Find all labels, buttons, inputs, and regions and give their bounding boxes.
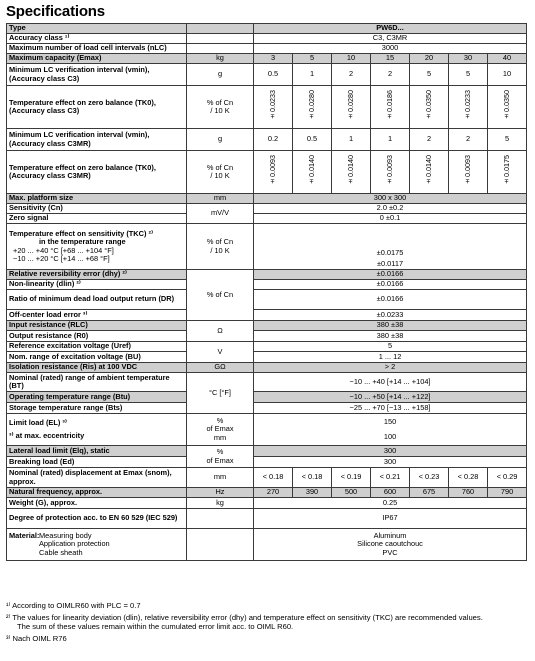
- capacity-value: 20: [410, 54, 449, 64]
- displacement-value: < 0.23: [410, 468, 449, 488]
- capacity-value: 15: [371, 54, 410, 64]
- row-value: [254, 224, 527, 270]
- row-value: 2.0 ±0.2: [254, 204, 527, 214]
- vmin-c3mr-row: [7, 129, 527, 151]
- tk0-value: ±0.0175: [501, 155, 511, 187]
- tk0-c3mr-row: [7, 151, 527, 194]
- row-value: ±0.0233: [254, 310, 527, 321]
- breaking-load-row: [7, 457, 527, 468]
- row-label: Minimum LC verification interval (vmin), (Accuracy class C3): [7, 64, 187, 86]
- max-capacity-row: [7, 54, 527, 64]
- vmin-value: 0.5: [293, 129, 332, 151]
- isolation-row: [7, 363, 527, 373]
- unit-line: % of Cn: [206, 97, 234, 107]
- row-label: Breaking load (Ed): [7, 457, 187, 468]
- material-value: Silicone caoutchouc: [357, 539, 423, 549]
- row-unit: mm: [187, 468, 254, 488]
- tk0-value: ±0.0350: [423, 90, 433, 122]
- row-label: Zero signal: [7, 214, 187, 224]
- row-unit: V: [187, 342, 254, 363]
- vmin-value: 2: [371, 64, 410, 86]
- footnote-2a: ²⁾ The values for linearity deviation (dlin), relative reversibility error (dhy) and temperature effect on sensitivity (TKC) are recommended values.: [6, 613, 483, 622]
- row-value: ±0.0166: [254, 280, 527, 290]
- accuracy-class-row: [7, 34, 527, 44]
- vmin-value: 10: [488, 64, 527, 86]
- row-unit: mm: [187, 194, 254, 204]
- row-unit: kg: [187, 54, 254, 64]
- row-label: [7, 414, 187, 446]
- frequency-value: 760: [449, 488, 488, 498]
- type-label: Type: [7, 24, 187, 34]
- row-value: ±0.0166: [254, 290, 527, 310]
- dead-load-row: [7, 290, 527, 310]
- vmin-value: 1: [293, 64, 332, 86]
- tkc-sub-label: in the temperature range: [39, 237, 126, 247]
- tkc-value: ±0.0175: [376, 248, 404, 258]
- row-label: Natural frequency, approx.: [7, 488, 187, 498]
- row-value: 3000: [254, 44, 527, 54]
- max-intervals-row: [7, 44, 527, 54]
- tkc-range: −10 ... +20 °C [+14 ... +68 °F]: [13, 253, 110, 263]
- nom-excitation-row: [7, 352, 527, 363]
- footnote-1: ¹⁾ According to OIMLR60 with PLC = 0.7: [6, 601, 141, 610]
- tkc-label: Temperature effect on sensitivity (TKC) ²⁾: [9, 228, 154, 238]
- unit-line: %: [216, 447, 224, 457]
- tk0-value: ±0.0093: [384, 155, 394, 187]
- displacement-value: < 0.29: [488, 468, 527, 488]
- capacity-value: 30: [449, 54, 488, 64]
- tk0-value: ±0.0140: [423, 155, 433, 187]
- row-label: Lateral load limit (Elq), static: [7, 446, 187, 457]
- limit-load-label: Limit load (EL) ³⁾: [9, 417, 67, 427]
- frequency-value: 600: [371, 488, 410, 498]
- tkc-range: +20 ... +40 °C [+68 ... +104 °F]: [13, 245, 114, 255]
- row-unit: Ω: [187, 321, 254, 342]
- ambient-range-row: [7, 373, 527, 392]
- tk0-value: ±0.0233: [462, 90, 472, 122]
- row-value: IP67: [254, 509, 527, 529]
- row-label: Operating temperature range (Btu): [7, 392, 187, 403]
- vmin-value: 2: [332, 64, 371, 86]
- row-unit: Hz: [187, 488, 254, 498]
- frequency-value: 675: [410, 488, 449, 498]
- row-value: 5: [254, 342, 527, 352]
- vmin-value: 0.2: [254, 129, 293, 151]
- tk0-value: ±0.0350: [501, 90, 511, 122]
- row-unit: g: [187, 64, 254, 86]
- row-label: Relative reversibility error (dhy) ²⁾: [7, 270, 187, 280]
- spec-table: [6, 23, 527, 561]
- row-unit: [187, 151, 254, 194]
- tk0-value: ±0.0093: [267, 155, 277, 187]
- protection-row: [7, 509, 527, 529]
- tkc-row: [7, 224, 527, 270]
- frequency-value: 500: [332, 488, 371, 498]
- row-label: Output resistance (R0): [7, 331, 187, 342]
- capacity-value: 3: [254, 54, 293, 64]
- material-part: Application protection: [39, 539, 110, 549]
- reversibility-row: [7, 270, 527, 280]
- row-label: Accuracy class ¹⁾: [7, 34, 187, 44]
- unit-line: of Emax: [206, 424, 234, 434]
- row-label: Temperature effect on zero balance (TK0), (Accuracy class C3MR): [7, 151, 187, 194]
- frequency-value: 390: [293, 488, 332, 498]
- row-unit: g: [187, 129, 254, 151]
- row-label: Maximum number of load cell intervals (nLC): [7, 44, 187, 54]
- vmin-value: 0.5: [254, 64, 293, 86]
- row-label: Max. platform size: [7, 194, 187, 204]
- unit-line: % of Cn: [206, 162, 234, 172]
- row-label: Ratio of minimum dead load output return (DR): [7, 290, 187, 310]
- operating-range-row: [7, 392, 527, 403]
- unit-line: % of Cn: [206, 237, 234, 247]
- row-label: Sensitivity (Cn): [7, 204, 187, 214]
- row-unit: [187, 446, 254, 468]
- type-row: [7, 24, 527, 34]
- row-label: [7, 224, 187, 270]
- row-value: 380 ±38: [254, 321, 527, 331]
- row-label: [7, 529, 187, 561]
- displacement-row: [7, 468, 527, 488]
- input-resistance-row: [7, 321, 527, 331]
- row-value: 380 ±38: [254, 331, 527, 342]
- limit-load-sub-label: ³⁾ at max. eccentricity: [9, 431, 85, 440]
- displacement-value: < 0.21: [371, 468, 410, 488]
- row-label: Non-linearity (dlin) ²⁾: [7, 280, 187, 290]
- displacement-value: < 0.18: [254, 468, 293, 488]
- ref-excitation-row: [7, 342, 527, 352]
- material-part: Measuring body: [39, 531, 92, 541]
- displacement-value: < 0.28: [449, 468, 488, 488]
- row-label: Off-center load error ³⁾: [7, 310, 187, 321]
- row-label: Temperature effect on zero balance (TK0), (Accuracy class C3): [7, 86, 187, 129]
- material-label: Material:: [9, 531, 40, 541]
- unit-line: %: [216, 416, 224, 426]
- displacement-value: < 0.19: [332, 468, 371, 488]
- vmin-value: 5: [410, 64, 449, 86]
- row-value: 0.25: [254, 498, 527, 509]
- natural-frequency-row: [7, 488, 527, 498]
- row-unit: [187, 86, 254, 129]
- row-value: > 2: [254, 363, 527, 373]
- tk0-value: ±0.0093: [462, 155, 472, 187]
- material-value: PVC: [382, 547, 398, 557]
- footnote-3: ³⁾ Nach OIML R76: [6, 634, 67, 643]
- vmin-value: 5: [449, 64, 488, 86]
- tk0-value: ±0.0233: [267, 90, 277, 122]
- row-value: 300 x 300: [254, 194, 527, 204]
- row-label: Degree of protection acc. to EN 60 529 (IEC 529): [7, 509, 187, 529]
- tk0-value: ±0.0140: [306, 155, 316, 187]
- material-row: [7, 529, 527, 561]
- row-value: C3, C3MR: [254, 34, 527, 44]
- type-value: PW6D...: [254, 24, 527, 34]
- limit-load-row: [7, 414, 527, 446]
- row-value: 0 ±0.1: [254, 214, 527, 224]
- row-label: Nom. range of excitation voltage (BU): [7, 352, 187, 363]
- vmin-value: 1: [371, 129, 410, 151]
- capacity-value: 40: [488, 54, 527, 64]
- unit-line: mm: [213, 432, 227, 442]
- weight-row: [7, 498, 527, 509]
- row-unit: mV/V: [187, 204, 254, 224]
- vmin-value: 2: [449, 129, 488, 151]
- frequency-value: 790: [488, 488, 527, 498]
- capacity-value: 10: [332, 54, 371, 64]
- row-label: Input resistance (RLC): [7, 321, 187, 331]
- nonlinearity-row: [7, 280, 527, 290]
- limit-load-value: 150: [383, 417, 397, 427]
- row-value: [254, 414, 527, 446]
- row-unit: °C [°F]: [187, 373, 254, 414]
- unit-line: / 10 K: [210, 106, 230, 115]
- row-value: 300: [254, 446, 527, 457]
- row-label: Maximum capacity (Emax): [7, 54, 187, 64]
- row-label: Storage temperature range (Bts): [7, 403, 187, 414]
- unit-line: of Emax: [206, 455, 234, 465]
- material-value: Aluminum: [373, 531, 407, 541]
- row-label: Nominal (rated) range of ambient temperature (BT): [7, 373, 187, 392]
- row-unit: GΩ: [187, 363, 254, 373]
- sensitivity-row: [7, 204, 527, 214]
- footnote-2b: The sum of these values remain within the cumulated error limit acc. to OIML R60.: [17, 622, 294, 631]
- row-unit: % of Cn: [187, 270, 254, 321]
- row-value: 300: [254, 457, 527, 468]
- storage-range-row: [7, 403, 527, 414]
- unit-line: / 10 K: [210, 245, 230, 255]
- unit-line: / 10 K: [210, 171, 230, 180]
- row-label: Nominal (rated) displacement at Emax (snom), approx.: [7, 468, 187, 488]
- displacement-value: < 0.18: [293, 468, 332, 488]
- row-value: 1 ... 12: [254, 352, 527, 363]
- vmin-value: 1: [332, 129, 371, 151]
- row-value: −25 ... +70 [−13 ... +158]: [254, 403, 527, 414]
- vmin-c3-row: [7, 64, 527, 86]
- row-value: [254, 529, 527, 561]
- output-resistance-row: [7, 331, 527, 342]
- row-unit: kg: [187, 498, 254, 509]
- row-value: −10 ... +40 [+14 ... +104]: [254, 373, 527, 392]
- row-label: Isolation resistance (Ris) at 100 VDC: [7, 363, 187, 373]
- vmin-value: 2: [410, 129, 449, 151]
- material-part: Cable sheath: [39, 547, 83, 557]
- row-label: Minimum LC verification interval (vmin), (Accuracy class C3MR): [7, 129, 187, 151]
- row-label: Reference excitation voltage (Uref): [7, 342, 187, 352]
- tk0-value: ±0.0186: [384, 90, 394, 122]
- off-center-row: [7, 310, 527, 321]
- page-title: Specifications: [6, 3, 105, 20]
- row-value: ±0.0166: [254, 270, 527, 280]
- row-unit: [187, 414, 254, 446]
- tk0-value: ±0.0280: [345, 90, 355, 122]
- tk0-value: ±0.0140: [345, 155, 355, 187]
- row-unit: [187, 224, 254, 270]
- lateral-limit-row: [7, 446, 527, 457]
- platform-size-row: [7, 194, 527, 204]
- row-value: −10 ... +50 [+14 ... +122]: [254, 392, 527, 403]
- tk0-value: ±0.0280: [306, 90, 316, 122]
- row-label: Weight (G), approx.: [7, 498, 187, 509]
- zero-signal-row: [7, 214, 527, 224]
- tkc-value: ±0.0117: [376, 258, 404, 268]
- vmin-value: 5: [488, 129, 527, 151]
- limit-load-value: 100: [383, 431, 397, 441]
- capacity-value: 5: [293, 54, 332, 64]
- tk0-c3-row: [7, 86, 527, 129]
- frequency-value: 270: [254, 488, 293, 498]
